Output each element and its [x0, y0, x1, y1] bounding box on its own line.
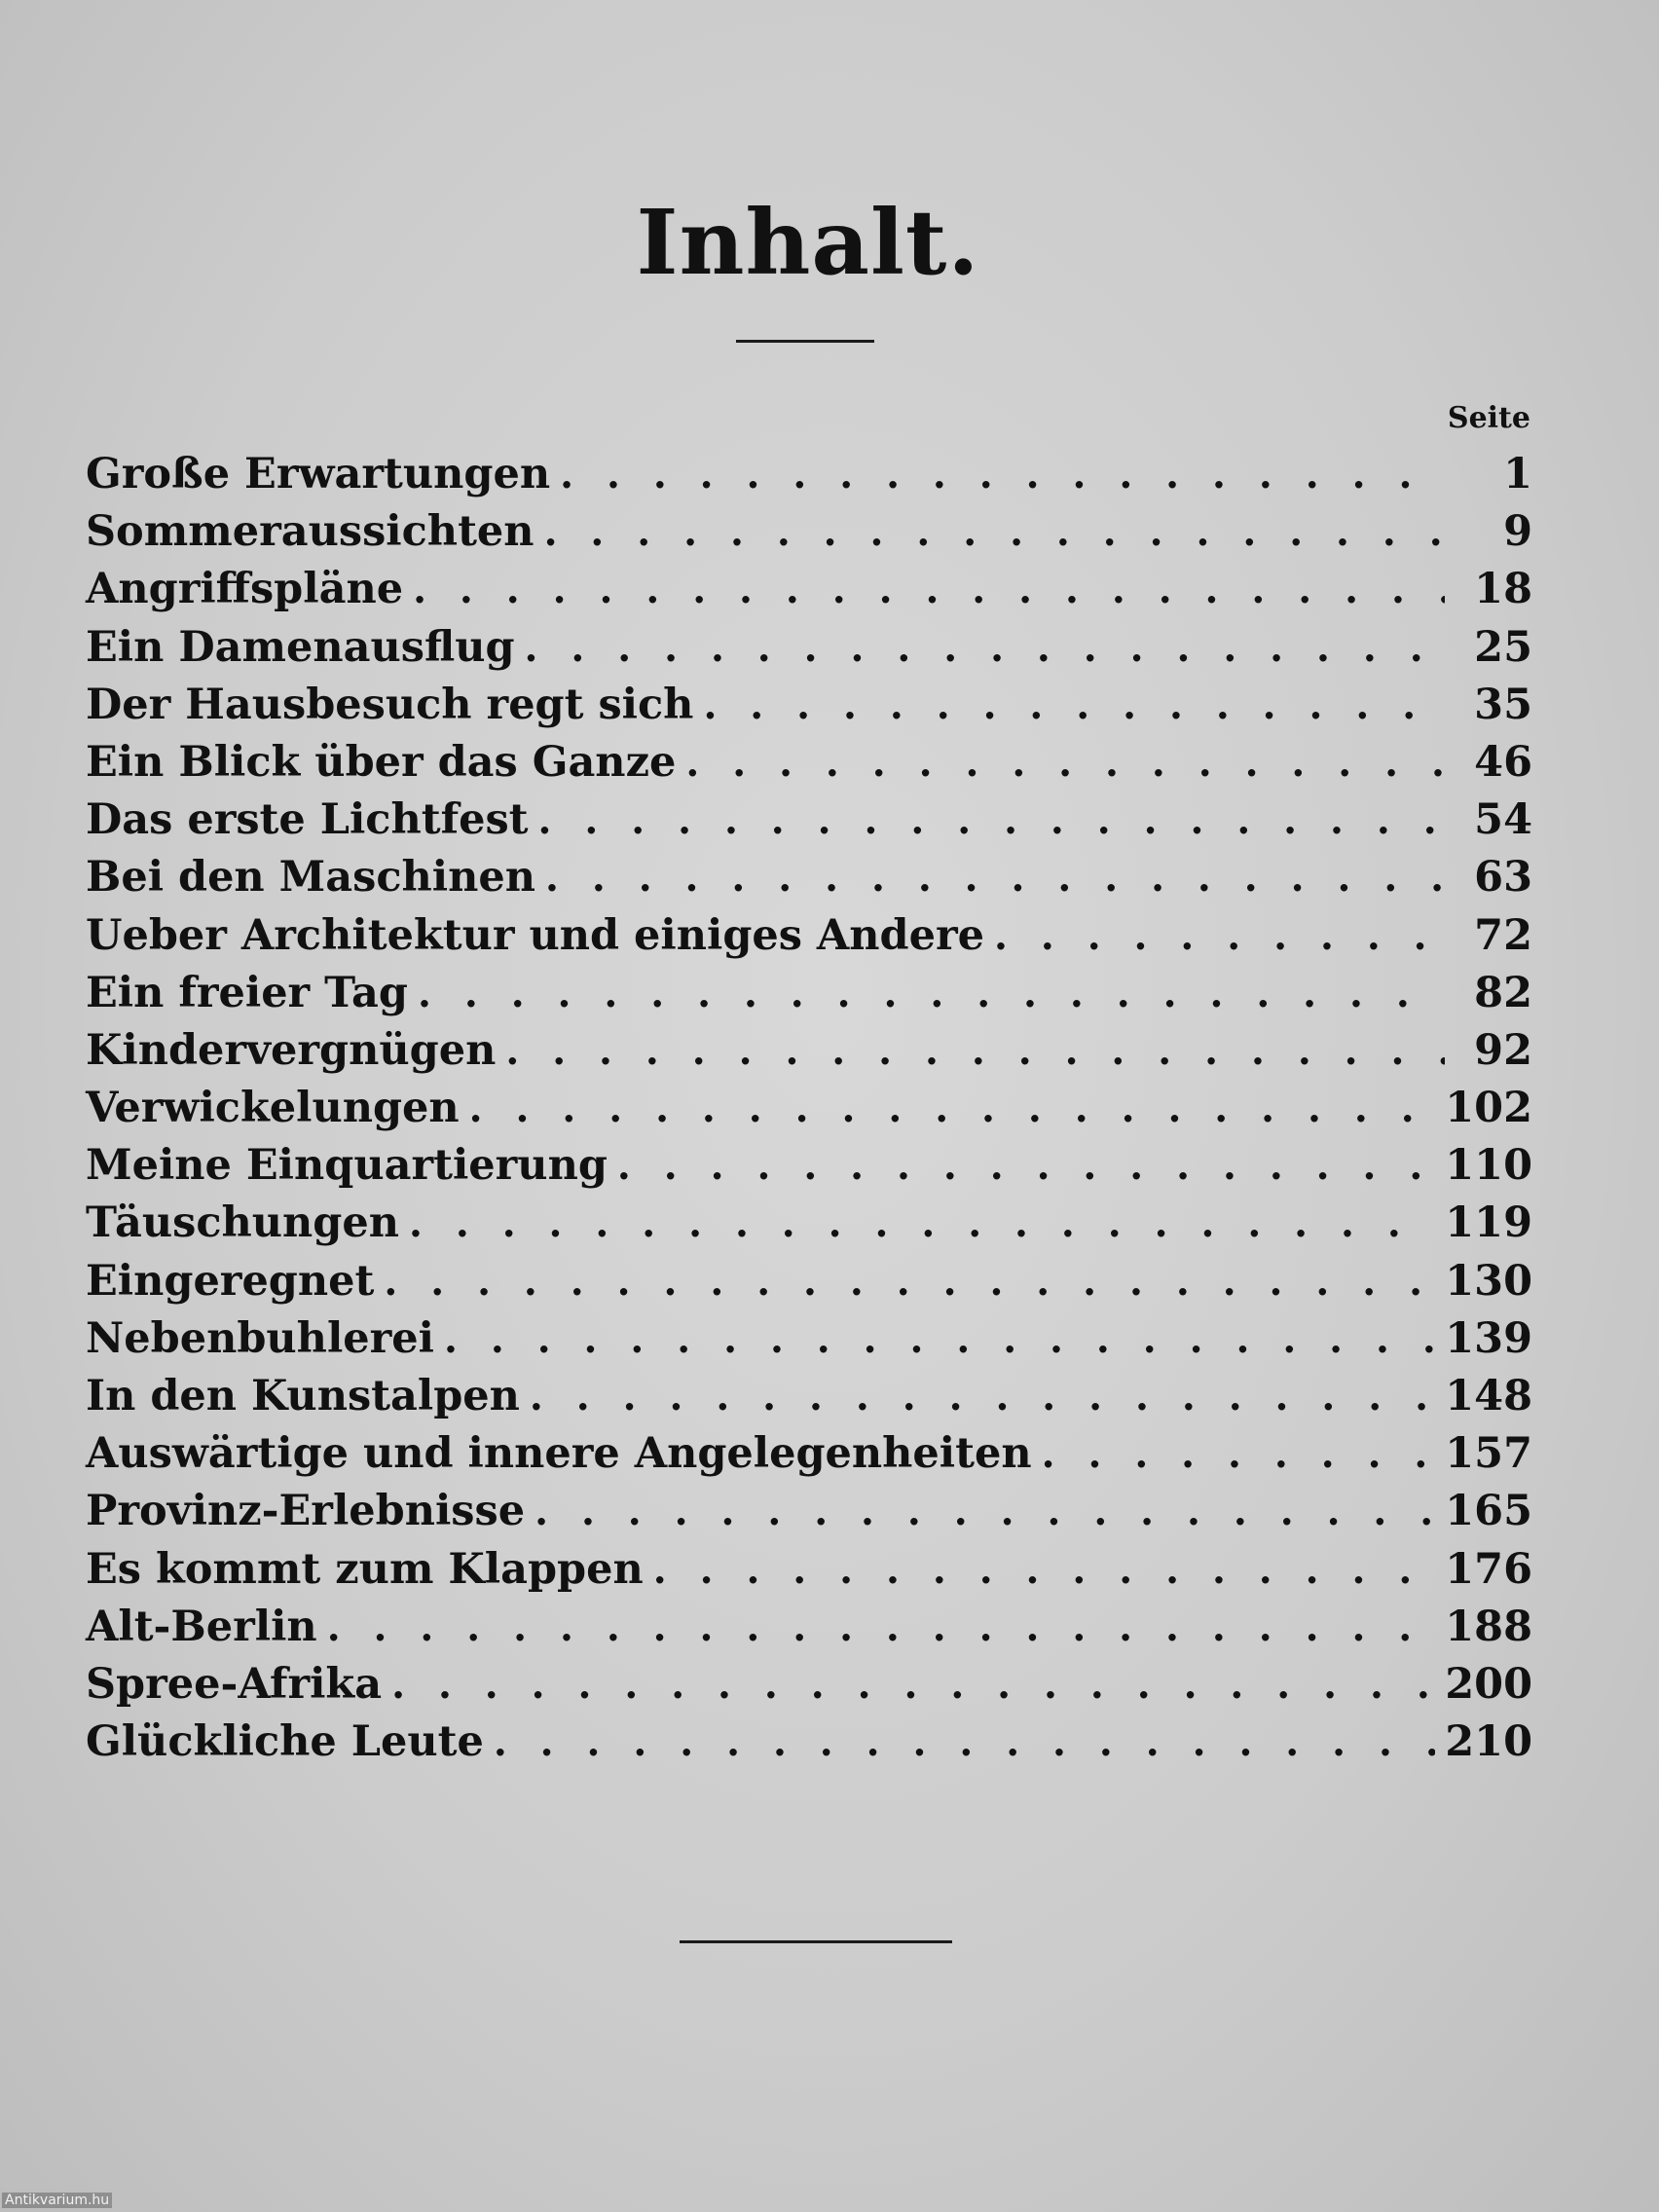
toc-entry-page: 46 [1474, 737, 1532, 787]
toc-entry-title: Sommeraussichten [86, 507, 535, 557]
toc-entry-page: 72 [1474, 910, 1532, 960]
toc-entry-title: Ein freier Tag [86, 968, 408, 1017]
dot-leader [391, 1662, 1435, 1708]
toc-entry-title: Glückliche Leute [86, 1717, 484, 1767]
toc-entry-page: 54 [1474, 795, 1532, 845]
dot-leader [384, 1259, 1435, 1305]
toc-entry-title: Der Hausbesuch regt sich [86, 680, 694, 729]
dot-leader [530, 1374, 1435, 1419]
dot-leader [560, 452, 1445, 498]
dot-leader [703, 682, 1445, 728]
toc-entry [86, 1084, 1532, 1141]
dot-leader [505, 1028, 1445, 1074]
toc-entry-page: 110 [1445, 1141, 1532, 1191]
toc-entry-page: 1 [1503, 450, 1532, 498]
toc-entry [86, 853, 1532, 910]
toc-entry [86, 1603, 1532, 1660]
toc-entry-title: Meine Einquartierung [86, 1141, 608, 1191]
toc-entry [86, 507, 1532, 565]
dot-leader [444, 1316, 1435, 1362]
top-divider [736, 340, 874, 343]
toc-entry-page: 188 [1445, 1602, 1532, 1651]
bottom-divider [680, 1940, 952, 1943]
dot-leader [685, 740, 1445, 786]
toc-entry-title: Alt-Berlin [86, 1602, 317, 1651]
toc-entry [86, 1717, 1532, 1775]
toc-entry [86, 1026, 1532, 1084]
dot-leader [994, 913, 1445, 959]
toc-entry [86, 681, 1532, 738]
toc-entry [86, 969, 1532, 1026]
page-title: Inhalt. [636, 190, 980, 295]
toc-entry [86, 1314, 1532, 1372]
toc-entry [86, 1429, 1532, 1487]
toc-entry-title: Es kommt zum Klappen [86, 1544, 644, 1594]
dot-leader [544, 509, 1445, 555]
toc-entry-page: 63 [1474, 853, 1532, 903]
toc-entry-title: Ueber Architektur und einiges Andere [86, 910, 984, 960]
toc-entry-page: 119 [1445, 1198, 1532, 1248]
toc-entry-page: 148 [1445, 1372, 1532, 1420]
dot-leader [418, 971, 1445, 1016]
toc-entry-title: Bei den Maschinen [86, 853, 535, 903]
toc-entry [86, 565, 1532, 622]
toc-entry-title: Kindervergnügen [86, 1025, 497, 1075]
toc-entry-page: 210 [1445, 1717, 1532, 1767]
toc-entry-page: 35 [1474, 680, 1532, 729]
toc-entry-title: Große Erwartungen [86, 450, 551, 498]
toc-entry-page: 102 [1445, 1084, 1532, 1133]
toc-entry-title: Auswärtige und innere Angelegenheiten [86, 1429, 1032, 1479]
toc-entry-page: 18 [1474, 565, 1532, 614]
toc-entry-page: 9 [1503, 507, 1532, 557]
toc-entry-page: 130 [1445, 1256, 1532, 1306]
toc-entry-title: Angriffspläne [86, 565, 404, 614]
toc-entry [86, 1141, 1532, 1198]
toc-entry [86, 738, 1532, 795]
dot-leader [653, 1547, 1436, 1593]
toc-entry-page: 176 [1445, 1544, 1532, 1594]
dot-leader [617, 1143, 1435, 1189]
toc-entry-title: Ein Blick über das Ganze [86, 737, 677, 787]
table-of-contents [86, 450, 1532, 1775]
toc-entry [86, 450, 1532, 507]
toc-entry [86, 1487, 1532, 1544]
toc-entry [86, 1372, 1532, 1429]
toc-entry-title: Nebenbuhlerei [86, 1313, 434, 1363]
dot-leader [538, 797, 1445, 843]
dot-leader [327, 1604, 1436, 1650]
toc-entry [86, 1660, 1532, 1717]
toc-entry-title: Eingeregnet [86, 1256, 375, 1306]
toc-entry-title: Provinz-Erlebnisse [86, 1487, 526, 1536]
toc-entry-title: Täuschungen [86, 1198, 399, 1248]
toc-entry-page: 25 [1474, 622, 1532, 672]
dot-leader [535, 1489, 1435, 1534]
toc-entry [86, 795, 1532, 853]
toc-entry-page: 200 [1445, 1659, 1532, 1709]
dot-leader [469, 1086, 1436, 1131]
toc-entry-page: 139 [1445, 1313, 1532, 1363]
toc-entry-page: 165 [1445, 1487, 1532, 1536]
toc-entry [86, 1198, 1532, 1256]
dot-leader [494, 1719, 1435, 1765]
toc-entry [86, 1545, 1532, 1603]
toc-entry-page: 82 [1474, 968, 1532, 1017]
dot-leader [413, 567, 1445, 612]
toc-entry [86, 623, 1532, 681]
toc-entry-page: 92 [1474, 1025, 1532, 1075]
dot-leader [545, 855, 1445, 901]
toc-entry-title: Ein Damenausflug [86, 622, 515, 672]
dot-leader [525, 625, 1445, 671]
toc-entry-title: Spree-Afrika [86, 1659, 383, 1709]
toc-entry [86, 1257, 1532, 1314]
page-column-label: Seite [1447, 401, 1530, 435]
toc-entry-title: Das erste Lichtfest [86, 795, 529, 845]
toc-entry [86, 911, 1532, 969]
toc-entry-page: 157 [1445, 1429, 1532, 1479]
toc-entry-title: In den Kunstalpen [86, 1372, 520, 1420]
watermark: Antikvarium.hu [2, 2193, 112, 2208]
dot-leader [409, 1200, 1435, 1246]
toc-entry-title: Verwickelungen [86, 1084, 460, 1133]
dot-leader [1042, 1431, 1436, 1477]
